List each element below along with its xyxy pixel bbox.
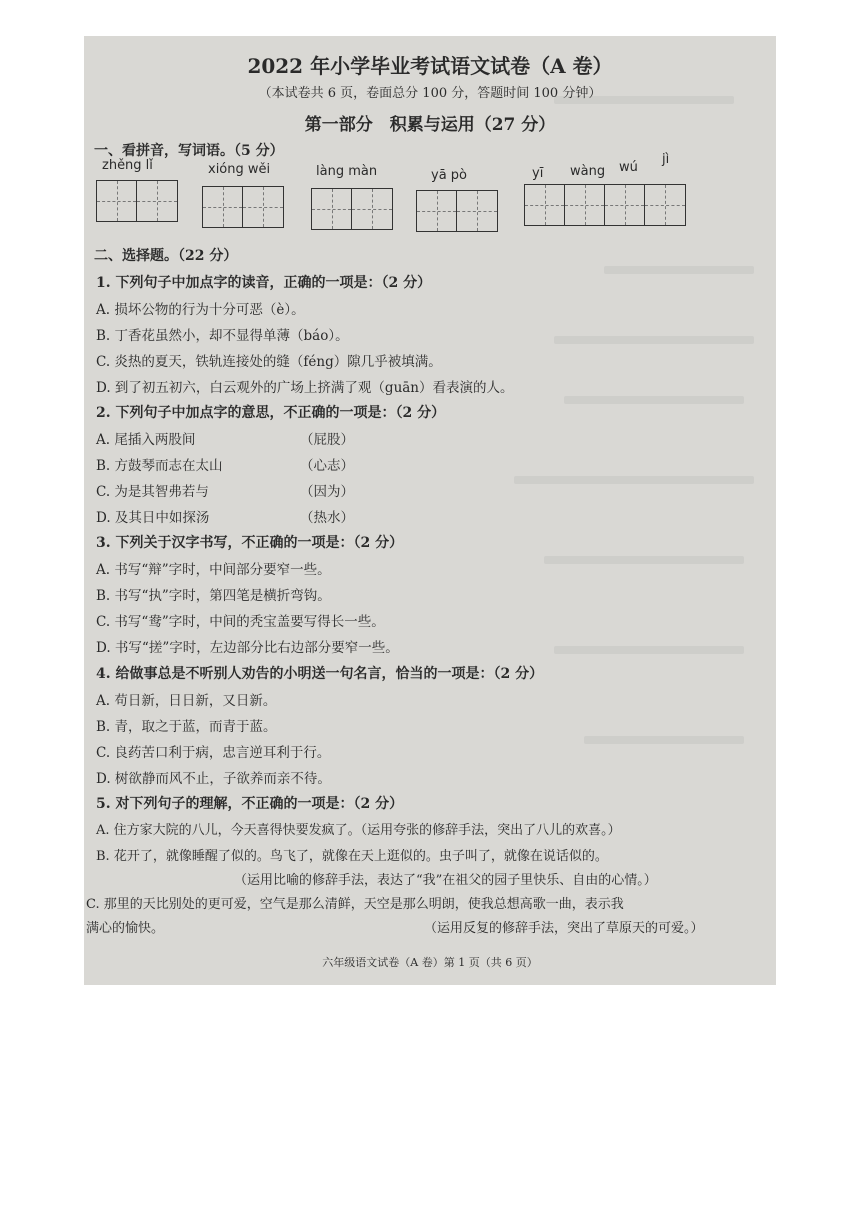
pinyin-label: yī xyxy=(532,166,544,181)
question-3-option-c: C. 书写“鸯”字时，中间的秃宝盖要写得长一些。 xyxy=(96,614,385,630)
question-5-stem: 5. 对下列句子的理解，不正确的一项是：（2 分） xyxy=(96,796,404,812)
section1-heading: 一、看拼音，写词语。（5 分） xyxy=(94,143,284,159)
writing-grid-2[interactable] xyxy=(202,186,284,228)
question-2-meaning-a: （屁股） xyxy=(300,432,354,448)
writing-grid-1[interactable] xyxy=(96,180,178,222)
exam-subtitle: （本试卷共 6 页，卷面总分 100 分，答题时间 100 分钟） xyxy=(258,86,602,101)
question-1-stem: 1. 下列句子中加点字的读音，正确的一项是：（2 分） xyxy=(96,275,432,291)
question-3-stem: 3. 下列关于汉字书写，不正确的一项是：（2 分） xyxy=(96,535,404,551)
question-4-option-b: B. 青，取之于蓝，而青于蓝。 xyxy=(96,719,277,735)
pinyin-label: wàng xyxy=(570,164,606,179)
bleed-through-line xyxy=(554,336,754,344)
bleed-through-line xyxy=(564,396,744,404)
question-1-option-b: B. 丁香花虽然小，却不显得单薄（báo）。 xyxy=(96,328,349,344)
question-5-option-c-note: （运用反复的修辞手法，突出了草原天的可爱。） xyxy=(424,921,704,936)
question-4-option-a: A. 苟日新，日日新，又日新。 xyxy=(96,693,277,709)
question-1-option-a: A. 损坏公物的行为十分可恶（è）。 xyxy=(96,302,305,318)
question-2-option-a: A. 尾插入两股间 xyxy=(96,432,196,448)
page-footer: 六年级语文试卷（A 卷）第 1 页（共 6 页） xyxy=(322,956,538,969)
writing-grid-5[interactable] xyxy=(524,184,686,226)
bleed-through-line xyxy=(514,476,754,484)
question-2-meaning-d: （热水） xyxy=(300,510,354,526)
bleed-through-line xyxy=(584,736,744,744)
question-1-option-c: C. 炎热的夏天，铁轨连接处的缝（féng）隙几乎被填满。 xyxy=(96,354,442,370)
part-heading: 第一部分 积累与运用（27 分） xyxy=(304,115,556,135)
question-2-option-c: C. 为是其智弗若与 xyxy=(96,484,209,500)
question-2-meaning-b: （心志） xyxy=(300,458,354,474)
bleed-through-line xyxy=(554,646,744,654)
question-5-option-c-cont: 满心的愉快。 xyxy=(86,921,165,936)
exam-paper xyxy=(84,36,776,985)
bleed-through-line xyxy=(604,266,754,274)
pinyin-label: zhěng lǐ xyxy=(102,158,153,173)
writing-grid-4[interactable] xyxy=(416,190,498,232)
question-3-option-b: B. 书写“执”字时，第四笔是横折弯钩。 xyxy=(96,588,331,604)
question-4-option-c: C. 良药苦口利于病，忠言逆耳利于行。 xyxy=(96,745,331,761)
question-2-meaning-c: （因为） xyxy=(300,484,354,500)
question-2-option-b: B. 方鼓琴而志在太山 xyxy=(96,458,223,474)
question-5-option-b: B. 花开了，就像睡醒了似的。鸟飞了，就像在天上逛似的。虫子叫了，就像在说话似的。 xyxy=(96,849,608,864)
question-5-option-c: C. 那里的天比别处的更可爱，空气是那么清鲜，天空是那么明朗，使我总想高歌一曲，表示我 xyxy=(86,897,624,912)
pinyin-label: jì xyxy=(662,152,670,167)
writing-grid-3[interactable] xyxy=(311,188,393,230)
question-5-option-a: A. 住方家大院的八儿，今天喜得快要发疯了。（运用夸张的修辞手法，突出了八儿的欢喜。） xyxy=(96,823,621,838)
section2-heading: 二、选择题。（22 分） xyxy=(94,248,238,264)
exam-title: 2022 年小学毕业考试语文试卷（A 卷） xyxy=(247,54,613,78)
question-2-stem: 2. 下列句子中加点字的意思，不正确的一项是：（2 分） xyxy=(96,405,446,421)
question-3-option-d: D. 书写“搓”字时，左边部分比右边部分要窄一些。 xyxy=(96,640,399,656)
pinyin-label: làng màn xyxy=(316,164,378,179)
bleed-through-line xyxy=(544,556,744,564)
question-2-option-d: D. 及其日中如探汤 xyxy=(96,510,210,526)
question-4-stem: 4. 给做事总是不听别人劝告的小明送一句名言，恰当的一项是：（2 分） xyxy=(96,666,544,682)
pinyin-label: wú xyxy=(619,160,638,175)
pinyin-label: yā pò xyxy=(431,168,467,183)
pinyin-label: xióng wěi xyxy=(208,162,271,177)
question-3-option-a: A. 书写“辩”字时，中间部分要窄一些。 xyxy=(96,562,331,578)
question-5-option-b-note: （运用比喻的修辞手法，表达了“我”在祖父的园子里快乐、自由的心情。） xyxy=(234,873,657,888)
question-4-option-d: D. 树欲静而风不止，子欲养而亲不待。 xyxy=(96,771,331,787)
question-1-option-d: D. 到了初五初六，白云观外的广场上挤满了观（guān）看表演的人。 xyxy=(96,380,514,396)
